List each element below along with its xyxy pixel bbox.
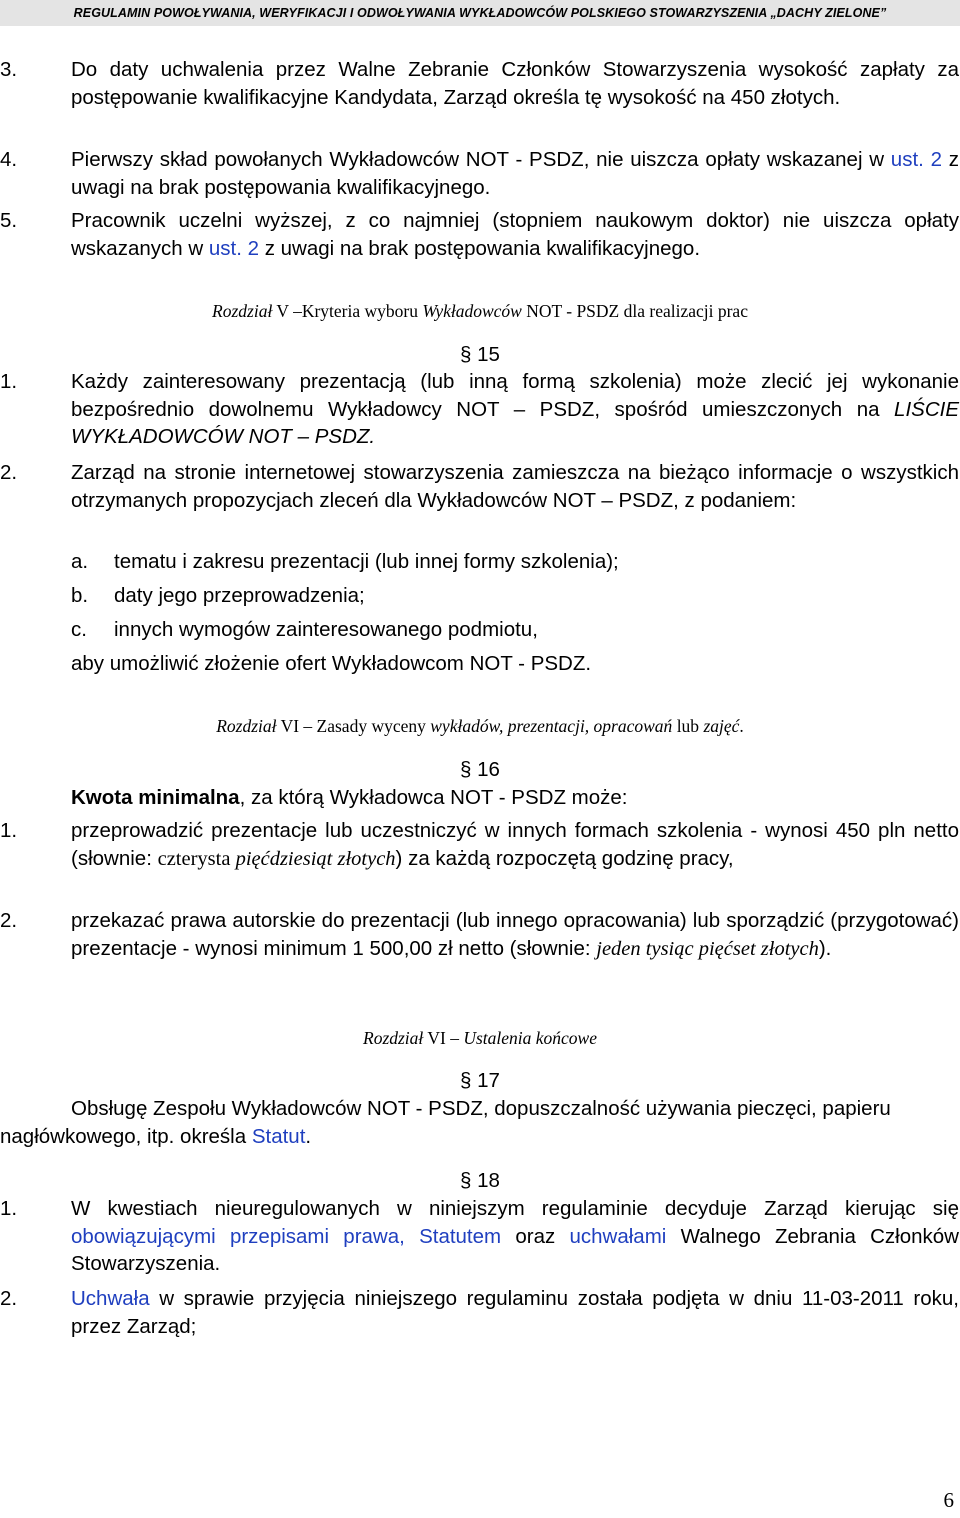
subitem-c-text: innych wymogów zainteresowanego podmiotu, <box>114 618 538 641</box>
item-number: 2. <box>0 909 18 932</box>
chapter-heading-final: Rozdział VI – Ustalenia końcowe <box>363 1028 597 1048</box>
section-15-heading: § 15 <box>460 343 500 366</box>
s16-item-1-text: przeprowadzić prezentacje lub uczestniczyć w innych formach szkolenia - wynosi 450 pln netto (słownie: czterysta pięćdziesiąt złotych) za każdą rozpoczętą godzinę pracy, <box>71 819 959 870</box>
item-number: 4. <box>0 148 18 171</box>
chapter-heading-6: Rozdział VI – Zasady wyceny wykładów, prezentacji, opracowań lub zajęć. <box>216 716 744 736</box>
chapter-heading-5: Rozdział V –Kryteria wyboru Wykładowców NOT - PSDZ dla realizacji prac <box>212 301 748 321</box>
section-17-heading: § 17 <box>460 1069 500 1092</box>
s16-lead: Kwota minimalna, za którą Wykładowca NOT - PSDZ może: <box>71 786 628 809</box>
item-number: 2. <box>0 1287 18 1310</box>
subitem-letter: b. <box>71 584 89 607</box>
item-number: 1. <box>0 819 18 842</box>
s15-item-1-text: Każdy zainteresowany prezentacją (lub inną formą szkolenia) może zlecić jej wykonanie bezpośrednio dowolnemu Wykładowcy NOT – PSDZ, spośród umieszczonych na LIŚCIE WYKŁADOWCÓW NOT – PSDZ. <box>71 370 959 448</box>
s18-item-1-text: W kwestiach nieuregulowanych w niniejszym regulaminie decyduje Zarząd kierując się obowiązującymi przepisami prawa, Statutem oraz uchwałami Walnego Zebrania Członków Stowarzyszenia. <box>71 1197 959 1275</box>
subitem-a-text: tematu i zakresu prezentacji (lub innej formy szkolenia); <box>114 550 619 573</box>
page-number: 6 <box>943 1488 954 1512</box>
section-16-heading: § 16 <box>460 758 500 781</box>
item-4-text: Pierwszy skład powołanych Wykładowców NOT - PSDZ, nie uiszcza opłaty wskazanej w ust. 2 z uwagi na brak postępowania kwalifikacyjnego. <box>71 148 959 199</box>
item-5-text: Pracownik uczelni wyższej, z co najmniej (stopniem naukowym doktor) nie uiszcza opłaty wskazanych w ust. 2 z uwagi na brak postępowania kwalifikacyjnego. <box>71 209 959 260</box>
link-uchwaly[interactable]: uchwałami <box>569 1224 667 1248</box>
item-number: 3. <box>0 58 18 81</box>
running-header: REGULAMIN POWOŁYWANIA, WERYFIKACJI I ODWOŁYWANIA WYKŁADOWCÓW POLSKIEGO STOWARZYSZENIA „DACHY ZIELONE” <box>0 0 960 26</box>
s16-item-2-text: przekazać prawa autorskie do prezentacji (lub innego opracowania) lub sporządzić (przygotować) prezentacje - wynosi minimum 1 500,00 zł netto (słownie: jeden tysiąc pięćset złotych). <box>71 909 959 960</box>
s15-item-2-text: Zarząd na stronie internetowej stowarzyszenia zamieszcza na bieżąco informacje o wszystkich otrzymanych propozycjach zleceń dla Wykładowców NOT – PSDZ, z podaniem: <box>71 461 959 512</box>
link-ust-2[interactable]: 2 <box>247 236 260 260</box>
link-statut[interactable]: Statut <box>251 1124 306 1148</box>
item-number: 1. <box>0 1197 18 1220</box>
link-ust[interactable]: ust. <box>208 236 242 260</box>
s18-item-2-text: Uchwała w sprawie przyjęcia niniejszego regulaminu została podjęta w dniu 11-03-2011 roku, przez Zarząd; <box>71 1287 959 1338</box>
section-18-heading: § 18 <box>460 1169 500 1192</box>
item-number: 1. <box>0 370 18 393</box>
subitem-letter: a. <box>71 550 89 573</box>
link-ust-2[interactable]: 2 <box>930 148 942 171</box>
link-przepisy-statut[interactable]: obowiązującymi przepisami prawa, Statutem <box>71 1224 502 1248</box>
s17-text: Obsługę Zespołu Wykładowców NOT - PSDZ, dopuszczalność używania pieczęci, papieru nagłówkowego, itp. określa Statut. <box>0 1097 891 1148</box>
subitem-b-text: daty jego przeprowadzenia; <box>114 584 365 607</box>
item-number: 5. <box>0 209 18 232</box>
s15-tail: aby umożliwić złożenie ofert Wykładowcom NOT - PSDZ. <box>71 652 592 675</box>
subitem-letter: c. <box>71 618 87 641</box>
link-uchwala[interactable]: Uchwała <box>71 1287 150 1310</box>
item-number: 2. <box>0 461 18 484</box>
item-3-text: Do daty uchwalenia przez Walne Zebranie Członków Stowarzyszenia wysokość zapłaty za postępowanie kwalifikacyjne Kandydata, Zarząd określa tę wysokość na 450 złotych. <box>71 58 959 109</box>
link-ust[interactable]: ust. <box>890 148 924 171</box>
